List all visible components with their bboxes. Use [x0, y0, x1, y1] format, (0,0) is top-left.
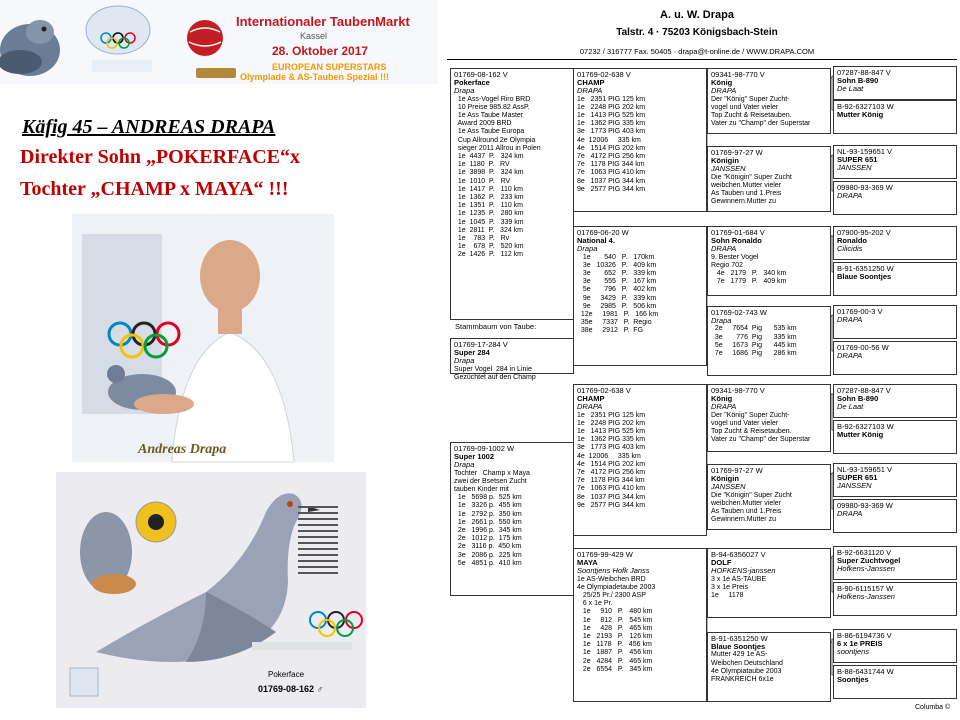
result-line: Vater zu "Champ" der Superstar	[711, 436, 811, 444]
result-line: 1e 428 P. 465 km	[577, 624, 653, 632]
pedigree-box	[450, 442, 574, 596]
result-line: 4e 2179 P. 340 km	[711, 270, 787, 278]
pedigree-box	[833, 384, 957, 418]
pigeon-name: Soontjes	[837, 675, 869, 685]
pigeon-name: Mutter König	[837, 110, 884, 120]
pedigree-box	[833, 145, 957, 179]
pedigree-address: Talstr. 4 · 75203 Königsbach-Stein	[616, 27, 778, 38]
pedigree-box	[833, 499, 957, 533]
ring-number: 01769-02-638 V	[577, 70, 631, 79]
result-line: vogel und Vater vieler	[711, 103, 779, 111]
result-line: 9e 2577 PIG 344 km	[577, 185, 646, 193]
result-line: 2e 1012 p. 175 km	[454, 535, 522, 543]
ring-number: B-91-6351250 W	[837, 264, 894, 273]
ring-number: 09341-98-770 V	[711, 70, 765, 79]
strain: Drapa	[454, 356, 475, 366]
result-line: 7e 4172 PIG 256 km	[577, 469, 646, 477]
strain: DRAPA	[837, 191, 863, 201]
ring-number: B-90-6115157 W	[837, 584, 894, 593]
ring-number: 01769-09-1002 W	[454, 444, 515, 453]
headline-cage: Käfig 45 – ANDREAS DRAPA	[22, 116, 276, 138]
result-line: 25/25 Pr./ 2300 ASP	[577, 592, 646, 600]
pigeon-name: CHAMP	[577, 394, 605, 404]
pigeon-name: Mutter König	[837, 430, 884, 440]
strain: DRAPA	[711, 244, 737, 254]
pigeon-name: Sohn B-890	[837, 76, 879, 86]
stammbaum-label: Stammbaum von Taube:	[455, 322, 537, 331]
banner-line1: EUROPEAN SUPERSTARS	[272, 62, 387, 72]
result-line: weibchen.Mutter vieler	[711, 499, 782, 507]
result-line: 1e Ass-Vogel Riro BRD	[454, 95, 531, 103]
result-line: Tochter Champ x Maya	[454, 469, 530, 477]
result-line: 7e 1063 PIG 410 km	[577, 169, 646, 177]
ring-number: 07900-95-202 V	[837, 228, 891, 237]
result-line: As Tauben und 1.Preis	[711, 508, 782, 516]
breeder-photo-caption: Andreas Drapa	[138, 442, 227, 457]
result-line: vogel und Vater vieler	[711, 419, 779, 427]
ring-number: 07287-88-847 V	[837, 386, 891, 395]
pedigree-box	[833, 226, 957, 260]
ring-number: 09341-98-770 V	[711, 386, 765, 395]
pigeon-name: DOLF	[711, 558, 732, 568]
strain: Drapa	[454, 460, 475, 470]
result-line: 1e 1178	[711, 592, 744, 600]
result-line: Gezüchtet auf den Champ	[454, 373, 536, 381]
result-line: Super Vogel 284 in Linie	[454, 365, 532, 373]
strain: De Laat	[837, 402, 864, 412]
strain: Drapa	[454, 86, 475, 96]
pedigree-box	[573, 384, 707, 536]
result-line: 1e Ass Taube Master	[454, 112, 524, 120]
result-line: 3 x 1e AS-TAUBE	[711, 575, 767, 583]
ring-number: 07287-88-847 V	[837, 68, 891, 77]
result-line: sieger 2011 Allrou in Polen	[454, 144, 541, 152]
ring-number: NL-93-159651 V	[837, 465, 893, 474]
result-line: 2e 1996 p. 345 km	[454, 527, 522, 535]
result-line: Top Zucht & Reisetauben.	[711, 428, 792, 436]
result-line: 1e 1887 P. 456 km	[577, 649, 653, 657]
pigeon-name: Ronaldo	[837, 236, 867, 246]
pedigree-sheet	[447, 0, 960, 720]
result-line: 1e 2193 P. 126 km	[577, 633, 653, 641]
pedigree-box	[573, 226, 707, 366]
breeder-photo	[72, 214, 334, 462]
result-line: 1e 812 P. 545 km	[577, 616, 653, 624]
pigeon-name: Königin	[711, 474, 739, 484]
result-line: 8e 1037 PIG 344 km	[577, 177, 646, 185]
result-line: 35e 7337 P. Regio	[577, 319, 652, 327]
ring-number: 01769-02-638 V	[577, 386, 631, 395]
result-line: 1e 1180 P. RV	[454, 161, 510, 169]
banner-title: Internationaler TaubenMarkt	[236, 14, 410, 29]
ring-number: 01769-08-162 V	[454, 70, 508, 79]
pigeon-photo	[56, 472, 366, 708]
result-line: 1e 1413 PIG 525 km	[577, 112, 646, 120]
result-line: 2e 6554 P. 345 km	[577, 665, 653, 673]
pedigree-box	[707, 464, 831, 530]
strain: DRAPA	[711, 86, 737, 96]
result-line: 10 Preise 985.82 AssP.	[454, 103, 530, 111]
result-line: 1e 678 P. 520 km	[454, 243, 524, 251]
result-line: Gewinnern.Mutter zu	[711, 198, 776, 206]
pigeon-name: Blaue Soontjes	[837, 272, 892, 282]
result-line: 2e 3116 p. 450 km	[454, 543, 522, 551]
result-line: 1e 1351 P. 110 km	[454, 202, 524, 210]
pedigree-box	[833, 341, 957, 375]
result-line: 1e 2811 P. 324 km	[454, 226, 524, 234]
banner-line2: Olympiade & AS-Tauben Spezial !!!	[240, 72, 390, 82]
pedigree-box	[833, 66, 957, 100]
pedigree-box	[833, 546, 957, 580]
result-line: 6 x 1e Pr.	[577, 600, 613, 608]
ring-number: B-92-6327103 W	[837, 422, 894, 431]
result-line: 12e 1981 P. 166 km	[577, 311, 659, 319]
result-line: 3e 1773 PIG 403 km	[577, 444, 646, 452]
result-line: 4e 12006 335 km	[577, 136, 641, 144]
result-line: 8e 1037 PIG 344 km	[577, 493, 646, 501]
pedigree-box	[707, 384, 831, 452]
result-line: Die "Königin" Super Zucht	[711, 491, 792, 499]
result-line: Award 2009 BRD	[454, 120, 512, 128]
result-line: 1e 2351 PIG 125 km	[577, 411, 646, 419]
result-line: zwei der Bsetsen Zucht	[454, 477, 527, 485]
headline-sub1: Direkter Sohn „POKERFACE“x	[20, 146, 301, 168]
result-line: 7e 1178 PIG 344 km	[577, 161, 645, 169]
strain: DRAPA	[837, 509, 863, 519]
result-line: 3e 2086 p. 225 km	[454, 551, 522, 559]
strain: JANSSEN	[711, 164, 746, 174]
pedigree-box	[450, 68, 574, 320]
result-line: Top Zucht & Reisetauben.	[711, 112, 792, 120]
result-line: 4e Olympiadetaube 2003	[577, 583, 656, 591]
ring-number: 01769-99-429 W	[577, 550, 633, 559]
result-line: 7e 1779 P. 409 km	[711, 278, 787, 286]
result-line: Weibchen Deutschland	[711, 659, 783, 667]
result-line: 1e 1417 P. 110 km	[454, 185, 524, 193]
result-line: 7e 1178 PIG 344 km	[577, 477, 645, 485]
footer-brand: Columba ©	[915, 704, 951, 711]
pigeon-name: SUPER 651	[837, 473, 878, 483]
result-line: 1e AS-Weibchen BRD	[577, 575, 646, 583]
result-line: 2e 7654 Pig 535 km	[711, 325, 797, 333]
result-line: 4e 12006 335 km	[577, 452, 641, 460]
strain: Drapa	[577, 244, 598, 254]
result-line: 38e 2912 P. FG	[577, 327, 644, 335]
pigeon-name: Super 1002	[454, 452, 495, 462]
result-line: 1e 2351 PIG 125 km	[577, 95, 646, 103]
result-line: 5e 4851 p. 410 km	[454, 559, 522, 567]
ring-number: B-91-6351250 W	[711, 634, 768, 643]
pedigree-box	[833, 100, 957, 134]
result-line: Gewinnern.Mutter zu	[711, 516, 776, 524]
result-line: 1e 2661 p. 550 km	[454, 518, 522, 526]
result-line: Cup Allround 2e Olympia	[454, 136, 536, 144]
strain: JANSSEN	[711, 482, 746, 492]
result-line: Vater zu "Champ" der Superstar	[711, 120, 811, 128]
result-line: weibchen.Mutter vieler	[711, 181, 782, 189]
result-line: 4e Olympiataube 2003	[711, 667, 782, 675]
pigeon-name: Blaue Soontjes	[711, 642, 766, 652]
strain: DRAPA	[577, 86, 603, 96]
pigeon-name: MAYA	[577, 558, 598, 568]
banner-city: Kassel	[300, 31, 328, 41]
pedigree-box	[707, 632, 831, 702]
banner-date: 28. Oktober 2017	[272, 44, 369, 58]
pedigree-box	[707, 146, 831, 212]
result-line: 1e 1362 P. 233 km	[454, 194, 524, 202]
result-line: 9e 2577 PIG 344 km	[577, 501, 646, 509]
pedigree-box	[833, 420, 957, 454]
result-line: 1e 5698 p. 525 km	[454, 494, 522, 502]
result-line: 1e 1178 P. 456 km	[577, 641, 652, 649]
pigeon-name: Königin	[711, 156, 739, 166]
pedigree-contact: 07232 / 316777 Fax. 50405 · drapa@t-online.de / WWW.DRAPA.COM	[579, 47, 815, 56]
result-line: 3e 1773 PIG 403 km	[577, 128, 646, 136]
result-line: 1e 1235 P. 280 km	[454, 210, 524, 218]
pigeon-ring: 01769-08-162 ♂	[258, 684, 324, 694]
result-line: 5e 796 P. 402 km	[577, 286, 657, 294]
ring-number: NL-93-159651 V	[837, 147, 893, 156]
breeder-photo-graphic	[72, 214, 334, 462]
pedigree-box	[450, 338, 574, 381]
strain: De Laat	[837, 84, 864, 94]
strain: DRAPA	[837, 351, 863, 361]
pedigree-box	[573, 68, 707, 212]
result-line: 9e 3429 P. 339 km	[577, 294, 657, 302]
ring-number: B-94-6356027 V	[711, 550, 766, 559]
pigeon-photo-graphic	[56, 472, 366, 708]
strain: HOFKENS-janssen	[711, 566, 776, 576]
pigeon-name: CHAMP	[577, 78, 605, 88]
pedigree-box	[833, 463, 957, 497]
ring-number: 01769-01-684 V	[711, 228, 765, 237]
strain: Hofkens-Janssen	[837, 592, 895, 602]
pigeon-name: National 4.	[577, 236, 615, 246]
strain: Cilicidis	[837, 244, 863, 254]
strain: Soontjens Hofk Janss	[577, 566, 650, 576]
result-line: 1e 4437 P. 324 km	[454, 153, 524, 161]
result-line: 3e 776 Pig 335 km	[711, 333, 797, 341]
result-line: 9. Bester Vogel	[711, 253, 759, 261]
result-line: 1e 1362 PIG 335 km	[577, 120, 646, 128]
result-line: 1e 3326 p. 455 km	[454, 502, 522, 510]
event-banner	[0, 0, 438, 84]
result-line: As Tauben und 1.Preis	[711, 190, 782, 198]
pigeon-name: SUPER 651	[837, 155, 878, 165]
result-line: 1e 1010 P. RV	[454, 177, 511, 185]
pedigree-owner: A. u. W. Drapa	[660, 9, 734, 21]
result-line: 1e 2792 p. 350 km	[454, 510, 522, 518]
result-line: 7e 4172 PIG 256 km	[577, 153, 646, 161]
pedigree-box	[833, 665, 957, 699]
ring-number: B-92-6327103 W	[837, 102, 894, 111]
result-line: Der "König" Super Zucht-	[711, 95, 790, 103]
result-line: 1e 910 P. 480 km	[577, 608, 653, 616]
pigeon-name: Sohn Ronaldo	[711, 236, 762, 246]
ring-number: 01769-06-20 W	[577, 228, 629, 237]
ring-number: 01769-97-27 W	[711, 466, 763, 475]
pedigree-box	[707, 226, 831, 296]
result-line: 9e 2985 P. 506 km	[577, 302, 657, 310]
pedigree-box	[833, 629, 957, 663]
pigeon-name: Sohn B-890	[837, 394, 879, 404]
result-line: 3e 10326 P. 409 km	[577, 261, 657, 269]
result-line: Regio 702	[711, 261, 743, 269]
result-line: Die "Königin" Super Zucht	[711, 173, 792, 181]
ring-number: 09980-93-369 W	[837, 183, 893, 192]
result-line: Mutter 429 1e AS-	[711, 651, 768, 659]
result-line: 2e 4284 P. 465 km	[577, 657, 653, 665]
pedigree-box	[833, 305, 957, 339]
ring-number: 09980-93-369 W	[837, 501, 893, 510]
strain: soontjens	[837, 647, 870, 657]
ring-number: B-92-6631120 V	[837, 548, 892, 557]
strain: DRAPA	[837, 315, 863, 325]
result-line: Der "König" Super Zucht-	[711, 411, 790, 419]
ring-number: B-86-6194736 V	[837, 631, 892, 640]
pigeon-name: König	[711, 78, 733, 88]
pedigree-box	[707, 548, 831, 618]
result-line: 3 x 1e Preis	[711, 583, 748, 591]
pigeon-name: Super 284	[454, 348, 490, 358]
ring-number: 01769-02-743 W	[711, 308, 767, 317]
pigeon-name: 6 x 1e PREIS	[837, 639, 883, 649]
result-line: 1e 2248 PIG 202 km	[577, 103, 646, 111]
result-line: 4e 1514 PIG 202 km	[577, 460, 646, 468]
strain: JANSSEN	[837, 481, 872, 491]
result-line: 1e Ass Taube Europa	[454, 128, 525, 136]
result-line: 3e 555 P. 167 km	[577, 278, 657, 286]
result-line: 1e 1362 PIG 335 km	[577, 436, 646, 444]
strain: Drapa	[711, 316, 732, 326]
result-line: 4e 1514 PIG 202 km	[577, 144, 646, 152]
pedigree-box	[833, 582, 957, 616]
pigeon-name: Super Zuchtvogel	[837, 556, 901, 566]
pedigree-box	[707, 68, 831, 134]
strain: Hofkens-Janssen	[837, 564, 895, 574]
ring-number: 01769-00-3 V	[837, 307, 883, 316]
result-line: tauben Kinder mit	[454, 486, 509, 494]
pedigree-box	[707, 306, 831, 376]
strain: DRAPA	[711, 402, 737, 412]
result-line: 7e 1063 PIG 410 km	[577, 485, 646, 493]
result-line: 2e 1426 P. 112 km	[454, 251, 524, 259]
result-line: 3e 652 P. 339 km	[577, 270, 657, 278]
pigeon-name: Pokerface	[268, 670, 305, 679]
ring-number: 01769-17-284 V	[454, 340, 508, 349]
result-line: 1e 1045 P. 339 km	[454, 218, 524, 226]
result-line: 1e 540 P. 170km	[577, 253, 655, 261]
result-line: 1e 2248 PIG 202 km	[577, 419, 646, 427]
pedigree-box	[573, 548, 707, 702]
strain: JANSSEN	[837, 163, 872, 173]
strain: DRAPA	[577, 402, 603, 412]
result-line: 1e 783 P. Rv	[454, 235, 510, 243]
pedigree-box	[833, 181, 957, 215]
result-line: 1e 3898 P. 324 km	[454, 169, 524, 177]
result-line: 7e 1686 Pig 286 km	[711, 350, 797, 358]
pigeon-name: König	[711, 394, 733, 404]
ring-number: 01769-97-27 W	[711, 148, 763, 157]
ring-number: B-88-6431744 W	[837, 667, 894, 676]
result-line: FRANKREICH 6x1e	[711, 676, 774, 684]
result-line: 5e 1673 Pig 445 km	[711, 341, 797, 349]
pedigree-box	[833, 262, 957, 296]
result-line: 1e 1413 PIG 525 km	[577, 428, 646, 436]
headline-sub2: Tochter „CHAMP x MAYA“ !!!	[20, 178, 289, 200]
ring-number: 01769-00-56 W	[837, 343, 889, 352]
pigeon-name: Pokerface	[454, 78, 490, 88]
